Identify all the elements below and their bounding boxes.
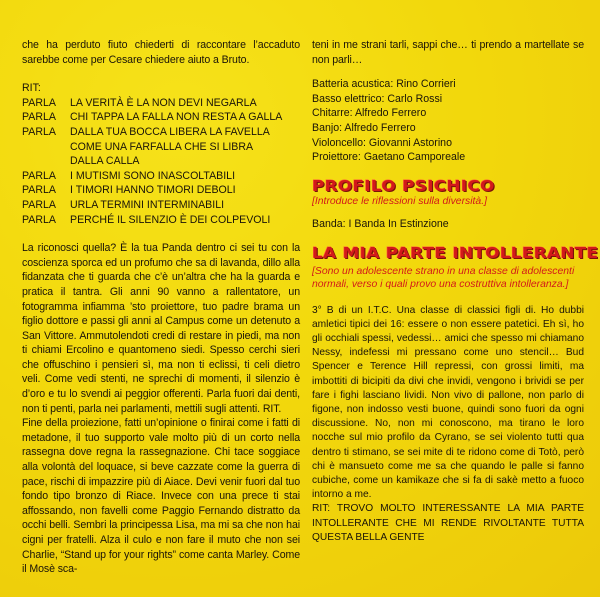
chorus-line <box>22 125 300 140</box>
chorus-line <box>22 96 300 111</box>
chorus-line-text: COME UNA FARFALLA CHE SI LIBRA <box>70 140 254 153</box>
chorus-line-keyword: PARLA <box>22 125 56 138</box>
left-column <box>22 38 300 577</box>
credits-list <box>312 77 584 165</box>
chorus-line-text: LA VERITÀ È LA NON DEVI NEGARLA <box>70 96 257 109</box>
credit-line: Violoncello: Giovanni Astorino <box>312 136 452 149</box>
track-title-la-mia-parte-intollerante: LA MIA PARTE INTOLLERANTE <box>312 243 599 262</box>
track-subtitle-profilo-psichico: [Introduce le riflessioni sulla diversità.] <box>312 195 487 207</box>
chorus-text: RIT: TROVO MOLTO INTERESSANTE LA MIA PARTE INTOLLERANTE CHE MI RENDE RIVOLTANTE TUTTA QUESTA BELLA GENTE <box>312 503 584 543</box>
credit-line: Chitarre: Alfredo Ferrero <box>312 107 427 120</box>
chorus-line-keyword <box>22 154 70 169</box>
chorus-line <box>22 110 300 125</box>
track-title-profilo-psichico: PROFILO PSICHICO <box>312 176 495 195</box>
chorus-line-keyword: PARLA <box>22 111 56 124</box>
chorus-line-text: I MUTISMI SONO INASCOLTABILI <box>70 169 236 182</box>
chorus-line-keyword: PARLA <box>22 169 56 182</box>
chorus-line-keyword: PARLA <box>22 96 56 109</box>
chorus-line-keyword: PARLA <box>22 198 56 211</box>
left-intro: che ha perduto fiuto chiederti di raccontare l’accaduto sarebbe come per Cesare chiedere aiuto a Bruto. <box>22 39 300 66</box>
chorus-line-text: DALLA TUA BOCCA LIBERA LA FAVELLA <box>70 125 270 138</box>
track-subtitle-la-mia-parte-intollerante: [Sono un adolescente strano in una classe di adolescenti normali, verso i quali provo una costruttiva intolleranza.] <box>312 265 575 291</box>
chorus-line-keyword: PARLA <box>22 184 56 197</box>
band-credit: Banda: I Banda In Estinzione <box>312 218 449 231</box>
chorus-line-text: PERCHÉ IL SILENZIO È DEI COLPEVOLI <box>70 213 271 226</box>
chorus-line-text: DALLA CALLA <box>70 155 140 168</box>
credit-line: Banjo: Alfredo Ferrero <box>312 121 416 134</box>
chorus-label: RIT: <box>22 82 41 95</box>
chorus-line <box>22 198 300 213</box>
chorus-line-keyword: PARLA <box>22 213 56 226</box>
chorus-line <box>22 169 300 184</box>
credit-line: Batteria acustica: Rino Corrieri <box>312 78 456 91</box>
right-intro: teni in me strani tarli, sappi che… ti prendo a martellate se non parli… <box>312 39 584 66</box>
chorus-line <box>22 183 300 198</box>
chorus-line-keyword <box>22 140 70 155</box>
right-column <box>312 38 599 545</box>
chorus-line-text: URLA TERMINI INTERMINABILI <box>70 198 225 211</box>
chorus-line-text: CHI TAPPA LA FALLA NON RESTA A GALLA <box>70 111 283 124</box>
chorus-line-text: I TIMORI HANNO TIMORI DEBOLI <box>70 184 236 197</box>
chorus-lines <box>22 96 300 227</box>
credit-line: Proiettore: Gaetano Camporeale <box>312 151 466 164</box>
chorus-line <box>22 154 300 169</box>
chorus-line <box>22 213 300 228</box>
credit-line: Basso elettrico: Carlo Rossi <box>312 92 443 105</box>
story-text: 3° B di un I.T.C. Una classe di classici figli di. Ho dubbi amletici tipici dei 16: essere o non essere patetici. Eh sì, ho gli occhiali spessi, vedessi… amici che spesso mi chiamano Nessy, indefessi mi pressano come uno stencil… Bud Spencer e Terence Hill repressi, con grossi limiti, ma imbottiti di bicipiti da divi che invidi, vengono i brividi se per fare i fighi lasciano lividi. Non vivo di pallone, non parlo di figone, non indosso vesti buone, quindi sono fuori da ogni discussione. No, non mi conoscono, ma tirano le loro nocche sul mio profilo da Cyrano, se sei violento tutti qua dentro ti stimano, se sei mite di te ridono come di Totò, però chi è mansueto come me sa che quando le palle si fanno cubiche, come un kamikaze che si fa di sakè metto a fuoco intorno a me. <box>312 304 584 501</box>
verse-body-2: Fine della proiezione, fatti un’opinione o finirai come i fatti di metadone, il tuo supporto vale molto più di un corto nella rassegna dove regna la rassegnazione. Chi tace soggiace alla volontà del loquace, si beve cazzate come la guerra di pace, rischi di impazzire più di Aiace. Devi venir fuori dal tuo fondo tipo bronzo di Riace. Invece con una prece ti stai affossando, non favelli come Paggio Fernando distratto da occhi belli. Sembri la principessa Lisa, ma mi sa che non hai cigni per fratelli. Alza il culo e non fare il muto che non sei Charlie, “Stand up for your rights” come canta Marley. Come il Mosè sca- <box>22 417 300 576</box>
chorus-line <box>22 140 300 155</box>
verse-body: La riconosci quella? È la tua Panda dentro ci sei tu con la coscienza sporca ed un profumo che sa di lavanda, dillo alla fidanzata che ti guarda che c’è un’altra che ha la guarda e pratica il tantra. Gli anni 90 vanno a rallentatore, un fotogramma infiamma ’sto proiettore, tuo padre brama un figlio dottore e passi gli anni al Campus come un detenuto a San Vittore. Ammutolendoti credi di restare in piedi, ma non ti chiami Ercolino e quantomeno siedi. Spesso cerchi sieri che offuschino i pensieri sì, ma non ti eclissi, ti celi dietro veli. Come vedi stenti, ne sprechi di momenti, il silenzio è d’oro e tu lo svendi ai peggior offerenti. Parla fuori dai denti, non ti penti, parla nei parlamenti, mettili sugli attenti. RIT. <box>22 242 300 415</box>
